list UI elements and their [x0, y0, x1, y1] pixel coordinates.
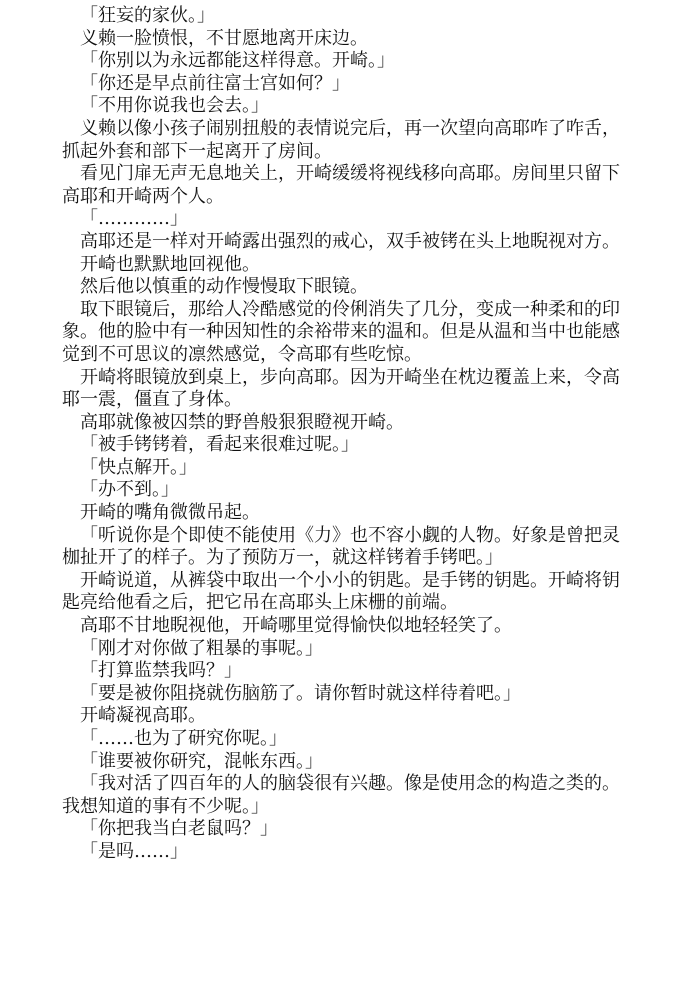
paragraph: 「谁要被你研究，混帐东西。」	[80, 750, 323, 772]
paragraph: 然后他以慎重的动作慢慢取下眼镜。	[80, 276, 368, 298]
paragraph: 「打算监禁我吗？」	[80, 660, 242, 682]
paragraph: 「听说你是个即使不能使用《力》也不容小觑的人物。好象是曾把灵枷扯开了的样子。为了预防万一，就这样铐着手铐吧。」	[62, 524, 620, 569]
paragraph: 开崎也默默地回视他。	[80, 253, 260, 275]
paragraph: 「快点解开。」	[80, 456, 197, 478]
paragraph: 「是吗……」	[80, 840, 188, 862]
paragraph: 义赖一脸愤恨，不甘愿地离开床边。	[80, 27, 368, 49]
novel-page	[62, 5, 634, 864]
paragraph: 高耶就像被囚禁的野兽般狠狠瞪视开崎。	[80, 411, 404, 433]
paragraph: 看见门扉无声无息地关上，开崎缓缓将视线移向高耶。房间里只留下高耶和开崎两个人。	[62, 163, 620, 207]
paragraph: 「你别以为永远都能这样得意。开崎。」	[80, 50, 395, 72]
paragraph: 开崎的嘴角微微吊起。	[80, 502, 260, 524]
paragraph: 「我对活了四百年的人的脑袋很有兴趣。像是使用念的构造之类的。我想知道的事有不少呢。」	[62, 773, 620, 817]
paragraph: 开崎将眼镜放到桌上，步向高耶。因为开崎坐在枕边覆盖上来，令高耶一震，僵直了身体。	[62, 366, 620, 411]
paragraph: 「要是被你阻挠就伤脑筋了。请你暂时就这样待着吧。」	[80, 682, 521, 704]
paragraph: 开崎说道，从裤袋中取出一个小小的钥匙。是手铐的钥匙。开崎将钥匙亮给他看之后，把它吊在高耶头上床栅的前端。	[62, 569, 620, 614]
paragraph: 高耶还是一样对开崎露出强烈的戒心，双手被铐在头上地睨视对方。	[80, 230, 620, 252]
paragraph: 「狂妄的家伙。」	[80, 5, 215, 26]
paragraph: 「刚才对你做了粗暴的事呢。」	[80, 637, 323, 659]
paragraph: 「你把我当白老鼠吗？」	[80, 818, 278, 840]
paragraph: 「被手铐铐着，看起来很难过呢。」	[80, 434, 359, 456]
paragraph: 取下眼镜后，那给人冷酷感觉的伶俐消失了几分，变成一种柔和的印象。他的脸中有一种因知性的余裕带来的温和。但是从温和当中也能感觉到不可思议的凛然感觉，令高耶有些吃惊。	[62, 298, 620, 365]
paragraph: 开崎凝视高耶。	[80, 705, 206, 727]
paragraph: 「…………」	[80, 208, 188, 230]
paragraph: 「你还是早点前往富士宫如何？」	[80, 72, 350, 94]
paragraph: 「……也为了研究你呢。」	[80, 728, 287, 749]
paragraph: 「不用你说我也会去。」	[80, 95, 269, 117]
paragraph: 高耶不甘地睨视他，开崎哪里觉得愉快似地轻轻笑了。	[80, 615, 512, 637]
paragraph: 「办不到。」	[80, 479, 179, 501]
paragraph: 义赖以像小孩子闹别扭般的表情说完后，再一次望向高耶咋了咋舌，抓起外套和部下一起离开了房间。	[62, 117, 620, 162]
